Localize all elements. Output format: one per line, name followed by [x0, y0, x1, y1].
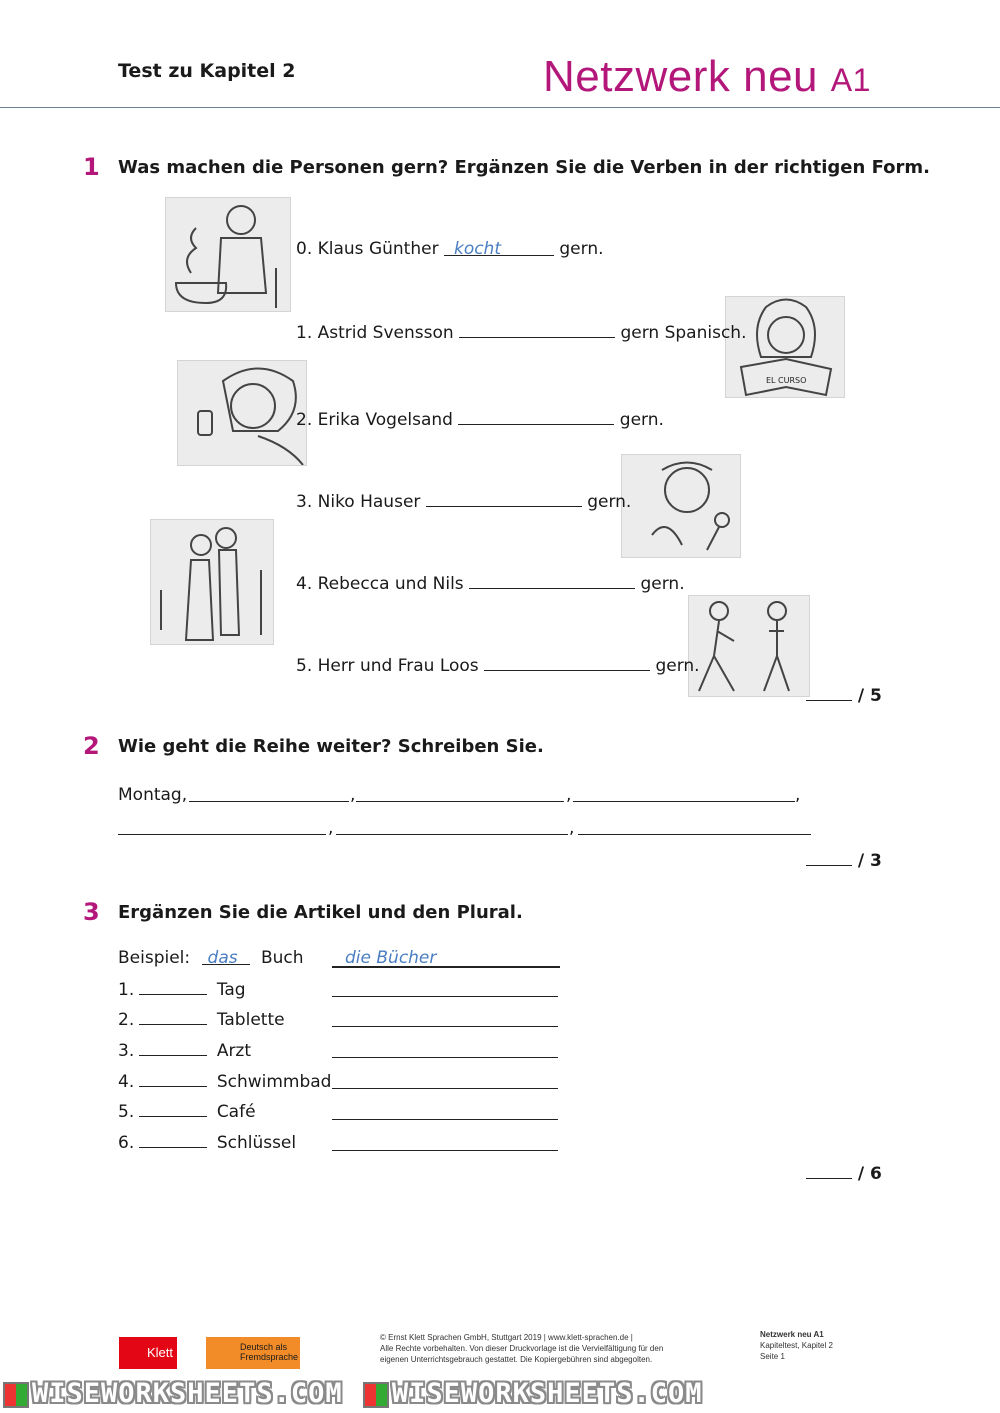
row-noun: Tag	[216, 980, 246, 1000]
dancing-couple-illustration	[150, 519, 274, 645]
exercise-1-item-2	[296, 408, 664, 430]
item-5-subject: 5. Herr und Frau Loos	[296, 656, 479, 676]
item-5-rest: gern.	[655, 656, 700, 676]
plural-blank[interactable]	[332, 1150, 558, 1151]
rights-line-2: eigenen Unterrichtsgebrauch gestattet. Die Kopiergebühren sind abgegolten.	[380, 1355, 653, 1364]
singing-man-illustration	[621, 454, 741, 558]
brand-title	[543, 52, 871, 102]
exercise-1-item-1	[296, 321, 746, 343]
score-1-total: / 5	[857, 686, 882, 706]
klett-logo-text: Klett	[147, 1345, 174, 1360]
article-blank[interactable]	[139, 1040, 207, 1056]
row-number: 6.	[118, 1133, 135, 1153]
item-2-rest: gern.	[619, 410, 664, 430]
series-blank-5[interactable]	[336, 834, 568, 835]
article-row	[118, 1071, 331, 1092]
item-0-rest: gern.	[559, 239, 604, 259]
section-1-score	[806, 686, 882, 706]
article-blank[interactable]	[139, 1009, 207, 1025]
row-number: 3.	[118, 1041, 135, 1061]
series-blank-6[interactable]	[578, 834, 811, 835]
item-1-blank[interactable]	[459, 321, 615, 338]
watermark-logo-icon	[363, 1382, 389, 1408]
item-0-subject: 0. Klaus Günther	[296, 239, 439, 259]
row-noun: Tablette	[216, 1010, 285, 1030]
header-divider	[0, 107, 1000, 108]
article-row	[118, 979, 246, 1000]
watermark-text: WISEWORKSHEETS.COM	[391, 1378, 703, 1409]
series-blank-3[interactable]	[573, 801, 795, 802]
test-title: Test zu Kapitel 2	[118, 60, 296, 82]
copyright-line: © Ernst Klett Sprachen GmbH, Stuttgart 2019 | www.klett-sprachen.de |	[380, 1333, 633, 1342]
example-label: Beispiel:	[118, 948, 191, 968]
score-2-total: / 3	[857, 851, 882, 871]
example-article-blank	[202, 948, 250, 968]
plural-blank[interactable]	[332, 1119, 558, 1120]
footer-book-title: Netzwerk neu A1	[760, 1330, 824, 1339]
item-1-subject: 1. Astrid Svensson	[296, 323, 454, 343]
article-row	[118, 1132, 296, 1153]
item-5-blank[interactable]	[484, 654, 650, 671]
section-3-number: 3	[83, 898, 100, 926]
walking-couple-illustration	[688, 595, 810, 697]
article-blank[interactable]	[139, 979, 207, 995]
row-noun: Café	[216, 1102, 256, 1122]
item-2-blank[interactable]	[458, 408, 614, 425]
row-number: 5.	[118, 1102, 135, 1122]
plural-blank[interactable]	[332, 1057, 558, 1058]
cooking-man-illustration	[165, 197, 291, 312]
plural-blank[interactable]	[332, 1026, 558, 1027]
row-noun: Arzt	[216, 1041, 252, 1061]
item-1-rest: gern Spanisch.	[620, 323, 747, 343]
footer-book-info	[760, 1329, 900, 1362]
watermark-text: WISEWORKSHEETS.COM	[32, 1378, 343, 1409]
score-3-total: / 6	[857, 1164, 882, 1184]
series-blank-1[interactable]	[189, 801, 349, 802]
exercise-1-item-5	[296, 654, 700, 676]
section-2-number: 2	[83, 732, 100, 760]
footer-chapter: Kapiteltest, Kapitel 2	[760, 1341, 833, 1350]
article-blank[interactable]	[139, 1132, 207, 1148]
example-article: das	[207, 948, 238, 968]
row-number: 4.	[118, 1072, 135, 1092]
score-1-blank[interactable]	[806, 686, 852, 701]
article-blank[interactable]	[139, 1071, 207, 1087]
copyright-block	[380, 1332, 710, 1365]
item-4-blank[interactable]	[469, 572, 635, 589]
exercise-1-item-3	[296, 490, 631, 512]
item-4-rest: gern.	[640, 574, 685, 594]
section-3-title: Ergänzen Sie die Artikel und den Plural.	[118, 902, 523, 923]
plural-blank[interactable]	[332, 1088, 558, 1089]
book-label: EL CURSO	[766, 376, 807, 385]
daf-logo	[206, 1337, 300, 1369]
rights-line-1: Alle Rechte vorbehalten. Von dieser Druckvorlage ist die Vervielfältigung für den	[380, 1344, 664, 1353]
exercise-1-item-4	[296, 572, 685, 594]
example-row	[118, 948, 304, 968]
item-2-subject: 2. Erika Vogelsand	[296, 410, 453, 430]
item-0-answer: kocht	[453, 239, 502, 259]
series-start-word: Montag,	[118, 785, 188, 805]
watermark-logo-icon	[3, 1382, 29, 1408]
section-1-title: Was machen die Personen gern? Ergänzen Sie die Verben in der richtigen Form.	[118, 157, 930, 178]
item-4-subject: 4. Rebecca und Nils	[296, 574, 464, 594]
item-3-subject: 3. Niko Hauser	[296, 492, 421, 512]
section-2-title: Wie geht die Reihe weiter? Schreiben Sie.	[118, 736, 544, 757]
exercise-1-item-0	[296, 239, 604, 259]
series-blank-2[interactable]	[356, 801, 564, 802]
item-3-rest: gern.	[587, 492, 632, 512]
row-number: 1.	[118, 980, 135, 1000]
plural-blank[interactable]	[332, 996, 558, 997]
footer-page: Seite 1	[760, 1352, 785, 1361]
watermark-strip	[0, 1378, 1000, 1413]
section-2-score	[806, 851, 882, 871]
item-3-blank[interactable]	[426, 490, 582, 507]
article-row	[118, 1040, 251, 1061]
selfie-woman-illustration	[177, 360, 307, 466]
brand-name: Netzwerk neu	[543, 52, 819, 101]
brand-level: A1	[830, 62, 871, 98]
article-blank[interactable]	[139, 1101, 207, 1117]
series-blank-4[interactable]	[118, 834, 326, 835]
item-0-blank[interactable]	[444, 239, 554, 259]
row-noun: Schwimmbad	[216, 1072, 332, 1092]
section-1-number: 1	[83, 153, 100, 181]
daf-logo-text: Deutsch als Fremdsprache	[240, 1342, 299, 1362]
score-2-blank[interactable]	[806, 851, 852, 866]
reading-woman-illustration	[725, 296, 845, 398]
score-3-blank[interactable]	[806, 1164, 852, 1179]
row-number: 2.	[118, 1010, 135, 1030]
example-plural: die Bücher	[345, 948, 437, 968]
example-noun: Buch	[260, 948, 304, 968]
klett-logo	[119, 1337, 177, 1369]
section-3-score	[806, 1164, 882, 1184]
article-row	[118, 1101, 256, 1122]
row-noun: Schlüssel	[216, 1133, 297, 1153]
article-row	[118, 1009, 285, 1030]
